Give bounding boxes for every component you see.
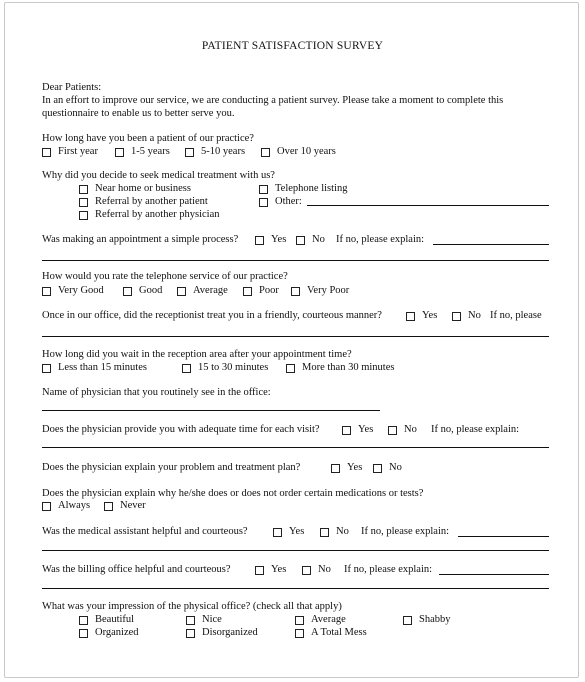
checkbox[interactable] (291, 287, 300, 296)
checkbox[interactable] (42, 502, 51, 511)
explain-label: If no, please explain: (344, 564, 433, 575)
explain-label: If no, please (490, 310, 542, 321)
option-no[interactable]: No (320, 526, 349, 538)
checkbox[interactable] (79, 198, 88, 207)
checkbox[interactable] (42, 287, 51, 296)
intro-text-line-2: questionnaire to enable us to better serve you. (42, 108, 235, 119)
checkbox[interactable] (79, 629, 88, 638)
option-always[interactable]: Always (42, 500, 90, 512)
explain-answer-line-2[interactable] (42, 588, 549, 589)
checkbox[interactable] (79, 185, 88, 194)
option-referral-patient[interactable]: Referral by another patient (79, 196, 208, 208)
explain-label: If no, please explain: (336, 234, 425, 245)
checkbox[interactable] (406, 312, 415, 321)
option-very-poor[interactable]: Very Poor (291, 285, 349, 297)
option-poor[interactable]: Poor (243, 285, 279, 297)
explain-answer-line[interactable] (458, 536, 549, 537)
question-explain-problem: Does the physician explain your problem and treatment plan? (42, 462, 301, 473)
option-no[interactable]: No (302, 564, 331, 576)
option-disorganized[interactable]: Disorganized (186, 627, 258, 639)
question-explain-orders: Does the physician explain why he/she does or does not order certain medications or tests? (42, 488, 424, 499)
checkbox[interactable] (115, 148, 124, 157)
question-physician-name: Name of physician that you routinely see in the office: (42, 387, 271, 398)
option-yes[interactable]: Yes (342, 424, 373, 436)
checkbox[interactable] (177, 287, 186, 296)
option-yes[interactable]: Yes (273, 526, 304, 538)
option-yes[interactable]: Yes (255, 234, 286, 246)
option-over-10-years[interactable]: Over 10 years (261, 146, 336, 158)
option-referral-physician[interactable]: Referral by another physician (79, 209, 220, 221)
checkbox[interactable] (388, 426, 397, 435)
option-no[interactable]: No (452, 310, 481, 322)
checkbox[interactable] (342, 426, 351, 435)
checkbox[interactable] (273, 528, 282, 537)
checkbox[interactable] (243, 287, 252, 296)
checkbox[interactable] (296, 236, 305, 245)
survey-page (4, 2, 579, 678)
option-yes[interactable]: Yes (331, 462, 362, 474)
question-patient-duration: How long have you been a patient of our practice? (42, 133, 254, 144)
option-beautiful[interactable]: Beautiful (79, 614, 134, 626)
checkbox[interactable] (286, 364, 295, 373)
checkbox[interactable] (104, 502, 113, 511)
explain-answer-line[interactable] (433, 244, 549, 245)
checkbox[interactable] (186, 629, 195, 638)
explain-answer-line-2[interactable] (42, 550, 549, 551)
option-near-home[interactable]: Near home or business (79, 183, 191, 195)
option-organized[interactable]: Organized (79, 627, 139, 639)
checkbox[interactable] (403, 616, 412, 625)
option-nice[interactable]: Nice (186, 614, 222, 626)
page-title: PATIENT SATISFACTION SURVEY (201, 40, 384, 52)
question-wait-time: How long did you wait in the reception area after your appointment time? (42, 349, 352, 360)
option-other[interactable]: Other: (259, 196, 302, 208)
option-15-to-30[interactable]: 15 to 30 minutes (182, 362, 268, 374)
question-physical-office: What was your impression of the physical office? (check all that apply) (42, 601, 342, 612)
option-no[interactable]: No (388, 424, 417, 436)
checkbox[interactable] (182, 364, 191, 373)
option-less-than-15[interactable]: Less than 15 minutes (42, 362, 147, 374)
option-no[interactable]: No (373, 462, 402, 474)
option-good[interactable]: Good (123, 285, 162, 297)
question-adequate-time: Does the physician provide you with adequate time for each visit? (42, 424, 320, 435)
checkbox[interactable] (331, 464, 340, 473)
question-receptionist: Once in our office, did the receptionist treat you in a friendly, courteous manner? (42, 310, 382, 321)
question-medical-assistant: Was the medical assistant helpful and courteous? (42, 526, 248, 537)
checkbox[interactable] (295, 616, 304, 625)
checkbox[interactable] (259, 185, 268, 194)
checkbox[interactable] (185, 148, 194, 157)
option-yes[interactable]: Yes (406, 310, 437, 322)
option-never[interactable]: Never (104, 500, 146, 512)
option-a-total-mess[interactable]: A Total Mess (295, 627, 367, 639)
question-reason: Why did you decide to seek medical treatment with us? (42, 170, 275, 181)
explain-answer-line[interactable] (439, 574, 549, 575)
other-answer-line[interactable] (307, 205, 549, 206)
explain-answer-line-2[interactable] (42, 260, 549, 261)
checkbox[interactable] (42, 148, 51, 157)
question-telephone-service: How would you rate the telephone service of our practice? (42, 271, 288, 282)
checkbox[interactable] (255, 566, 264, 575)
checkbox[interactable] (302, 566, 311, 575)
checkbox[interactable] (373, 464, 382, 473)
checkbox[interactable] (123, 287, 132, 296)
option-more-than-30[interactable]: More than 30 minutes (286, 362, 394, 374)
option-telephone-listing[interactable]: Telephone listing (259, 183, 347, 195)
option-average[interactable]: Average (295, 614, 346, 626)
option-first-year[interactable]: First year (42, 146, 98, 158)
explain-answer-line[interactable] (42, 336, 549, 337)
option-average[interactable]: Average (177, 285, 228, 297)
checkbox[interactable] (255, 236, 264, 245)
checkbox[interactable] (452, 312, 461, 321)
checkbox[interactable] (79, 616, 88, 625)
physician-name-line[interactable] (42, 410, 380, 411)
checkbox[interactable] (79, 211, 88, 220)
explain-label: If no, please explain: (361, 526, 450, 537)
option-very-good[interactable]: Very Good (42, 285, 104, 297)
checkbox[interactable] (259, 198, 268, 207)
salutation: Dear Patients: (42, 82, 102, 93)
question-billing-office: Was the billing office helpful and courteous? (42, 564, 231, 575)
option-no[interactable]: No (296, 234, 325, 246)
checkbox[interactable] (42, 364, 51, 373)
checkbox[interactable] (320, 528, 329, 537)
option-5-10-years[interactable]: 5-10 years (185, 146, 245, 158)
option-1-5-years[interactable]: 1-5 years (115, 146, 170, 158)
checkbox[interactable] (186, 616, 195, 625)
question-appointment-simple: Was making an appointment a simple process? (42, 234, 239, 245)
checkbox[interactable] (295, 629, 304, 638)
explain-label: If no, please explain: (431, 424, 520, 435)
checkbox[interactable] (261, 148, 270, 157)
explain-answer-line[interactable] (42, 447, 549, 448)
option-shabby[interactable]: Shabby (403, 614, 451, 626)
intro-text-line-1: In an effort to improve our service, we are conducting a patient survey. Please take a moment to complete this (42, 95, 504, 106)
option-yes[interactable]: Yes (255, 564, 286, 576)
